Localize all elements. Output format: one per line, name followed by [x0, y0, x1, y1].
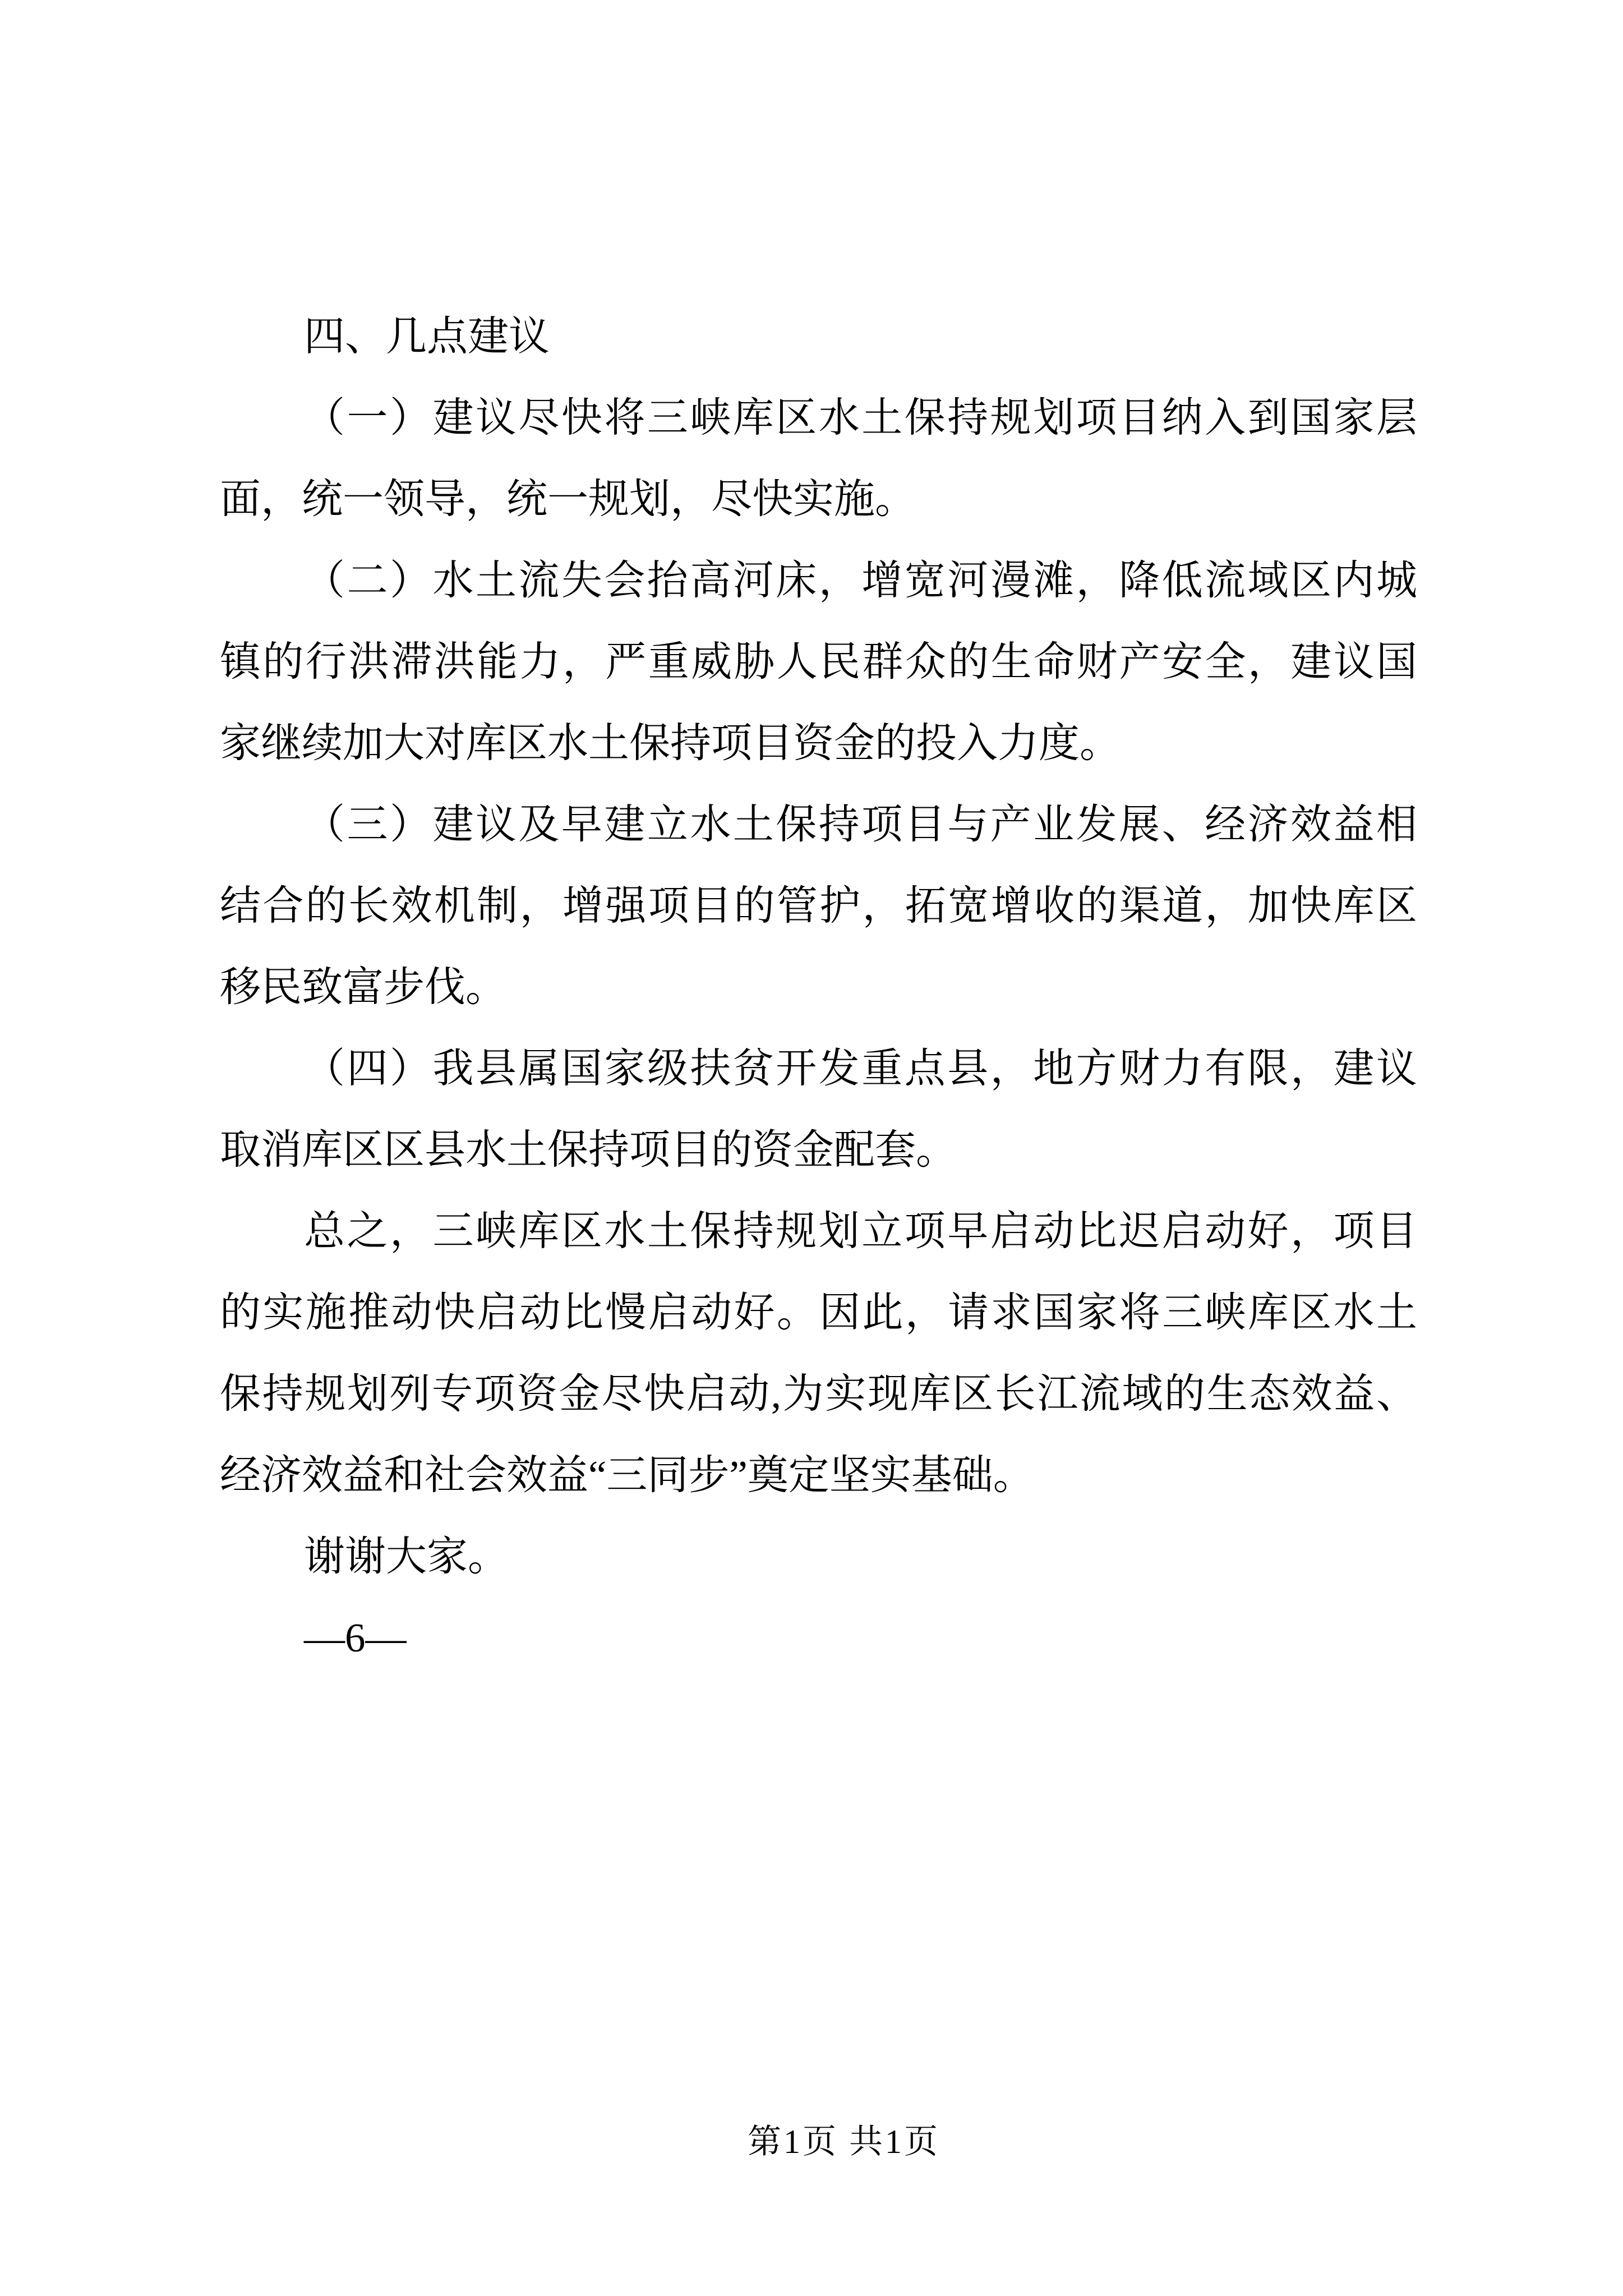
paragraph-line: （四）我县属国家级扶贫开发重点县，地方财力有限，建议 — [304, 1046, 1417, 1091]
paragraph-line: （二）水土流失会抬高河床，增宽河漫滩，降低流域区内城 — [304, 558, 1417, 603]
closing-line: 谢谢大家。 — [304, 1534, 509, 1579]
paragraph-line: 结合的长效机制，增强项目的管护，拓宽增收的渠道，加快库区 — [220, 883, 1417, 928]
page-number: —6— — [304, 1615, 407, 1660]
footer-page-indicator: 第1页 共1页 — [748, 2123, 940, 2160]
heading-line: 四、几点建议 — [304, 314, 550, 359]
paragraph-line: （一）建议尽快将三峡库区水土保持规划项目纳入到国家层 — [304, 395, 1417, 440]
paragraph-line: 镇的行洪滞洪能力，严重威胁人民群众的生命财产安全，建议国 — [220, 639, 1417, 684]
paragraph-line: 经济效益和社会效益“三同步”奠定坚实基础。 — [220, 1452, 1034, 1498]
paragraph-line: 面，统一领导，统一规划，尽快实施。 — [220, 476, 916, 522]
paragraph-line: 家继续加大对库区水土保持项目资金的投入力度。 — [220, 720, 1121, 766]
paragraph-line: （三）建议及早建立水土保持项目与产业发展、经济效益相 — [304, 802, 1417, 847]
paragraph-line: 移民致富步伐。 — [220, 964, 506, 1010]
document-body — [220, 296, 1417, 1678]
paragraph-line: 取消库区区县水土保持项目的资金配套。 — [220, 1127, 957, 1172]
paragraph-line: 的实施推动快启动比慢启动好。因此，请求国家将三峡库区水土 — [220, 1290, 1417, 1335]
paragraph-line: 保持规划列专项资金尽快启动,为实现库区长江流域的生态效益、 — [220, 1371, 1417, 1416]
paragraph-line: 总之，三峡库区水土保持规划立项早启动比迟启动好，项目 — [304, 1208, 1417, 1254]
